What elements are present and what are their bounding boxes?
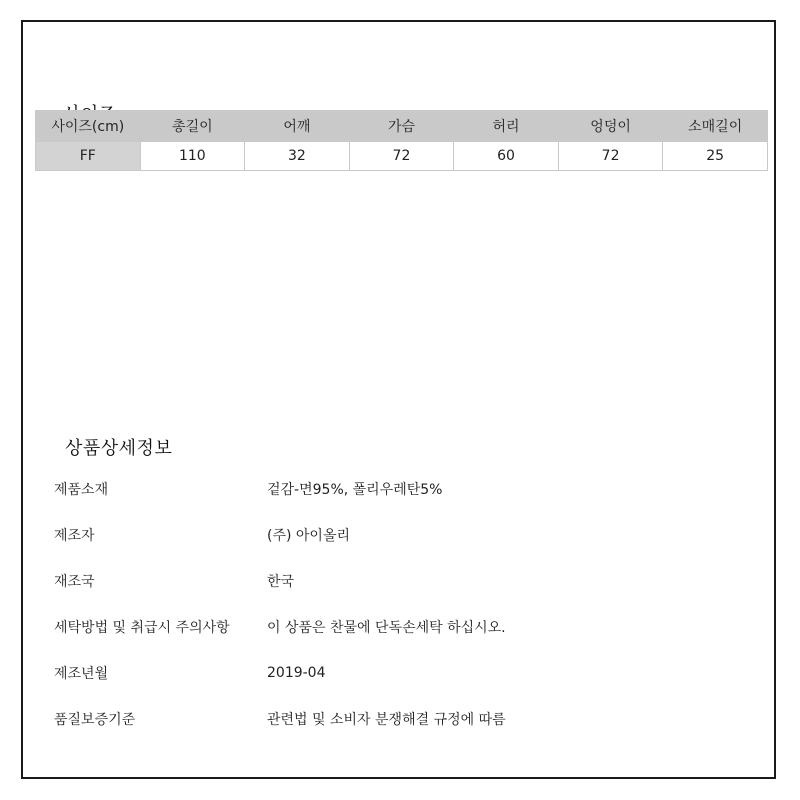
detail-row-country [54,558,754,604]
detail-row-material [54,466,754,512]
detail-label: 제조자 [54,528,95,544]
size-header-waist: 허리 [454,111,559,142]
size-cell-hip: 72 [558,142,663,171]
size-header-size: 사이즈(cm) [36,111,141,142]
detail-value: 겉감-면95%, 폴리우레탄5% [267,482,443,498]
detail-label: 제품소재 [54,482,109,498]
size-cell-size: FF [36,142,141,171]
size-header-hip: 엉덩이 [558,111,663,142]
detail-label: 제조년월 [54,666,109,682]
size-table-header-row [36,111,768,142]
size-cell-shoulder: 32 [245,142,350,171]
size-table [35,110,768,171]
table-row [36,142,768,171]
detail-value: 관련법 및 소비자 분쟁해결 규정에 따름 [267,712,506,728]
product-detail-list [54,466,754,742]
page-frame [21,20,776,779]
detail-value: 2019-04 [267,665,326,681]
size-cell-waist: 60 [454,142,559,171]
size-cell-sleeve-length: 25 [663,142,768,171]
detail-label: 재조국 [54,574,95,590]
size-cell-chest: 72 [349,142,454,171]
size-header-chest: 가슴 [349,111,454,142]
detail-label: 품질보증기준 [54,712,136,728]
size-header-total-length: 총길이 [140,111,245,142]
detail-value: (주) 아이올리 [267,528,350,544]
size-cell-total-length: 110 [140,142,245,171]
detail-value: 한국 [267,574,295,590]
detail-label: 세탁방법 및 취급시 주의사항 [54,620,230,636]
detail-row-manufacture-date [54,650,754,696]
size-header-shoulder: 어깨 [245,111,350,142]
detail-row-quality-guarantee [54,696,754,742]
size-header-sleeve-length: 소매길이 [663,111,768,142]
detail-section-title: 상품상세정보 [65,438,173,459]
detail-value: 이 상품은 찬물에 단독손세탁 하십시오. [267,620,506,636]
detail-row-washing [54,604,754,650]
detail-row-manufacturer [54,512,754,558]
